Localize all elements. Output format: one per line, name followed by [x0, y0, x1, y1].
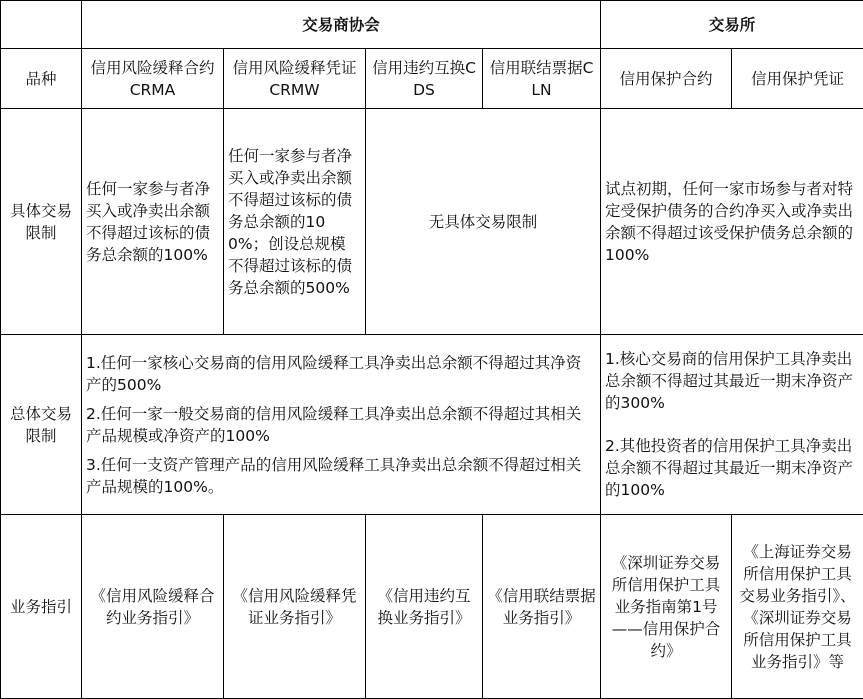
- guideline-row: [1, 515, 863, 699]
- total-limit-association: [82, 335, 601, 515]
- product-row: [1, 49, 863, 109]
- product-protection-certificate: 信用保护凭证: [732, 49, 863, 109]
- guideline-crma: 《信用风险缓释合约业务指引》: [82, 515, 224, 699]
- row-label-specific-limit: 具体交易限制: [1, 109, 82, 335]
- product-protection-contract: 信用保护合约: [601, 49, 732, 109]
- guideline-cln: 《信用联结票据业务指引》: [483, 515, 601, 699]
- guideline-cds: 《信用违约互换业务指引》: [366, 515, 483, 699]
- total-limit-association-item: 2.任何一家一般交易商的信用风险缓释工具净卖出总余额不得超过其相关产品规模或净资产的100%: [86, 404, 582, 445]
- total-limit-exchange-item: 1.核心交易商的信用保护工具净卖出总余额不得超过其最近一期末净资产的300%: [605, 350, 854, 412]
- total-limit-exchange: [601, 335, 863, 515]
- guideline-crmw: 《信用风险缓释凭证业务指引》: [224, 515, 366, 699]
- specific-limit-exchange: 试点初期，任何一家市场参与者对特定受保护债务的合约净买入或净卖出余额不得超过该受保护债务总余额的100%: [601, 109, 863, 335]
- total-limit-association-item: 1.任何一家核心交易商的信用风险缓释工具净卖出总余额不得超过其净资产的500%: [86, 353, 582, 394]
- row-label-guideline: 业务指引: [1, 515, 82, 699]
- product-cds: 信用违约互换CDS: [366, 49, 483, 109]
- product-crmw: 信用风险缓释凭证CRMW: [224, 49, 366, 109]
- total-limit-exchange-item: 2.其他投资者的信用保护工具净卖出总余额不得超过其最近一期末净资产的100%: [605, 437, 854, 499]
- row-label-total-limit: 总体交易限制: [1, 335, 82, 515]
- guideline-protection-contract: 《深圳证券交易所信用保护工具业务指南第1号——信用保护合约》: [601, 515, 732, 699]
- specific-limit-cds-cln: 无具体交易限制: [366, 109, 601, 335]
- product-cln: 信用联结票据CLN: [483, 49, 601, 109]
- specific-limit-crmw: 任何一家参与者净买入或净卖出余额不得超过该标的债务总余额的100%；创设总规模不得超过该标的债务总余额的500%: [224, 109, 366, 335]
- header-row: [1, 1, 863, 49]
- group-header-exchange: 交易所: [601, 1, 863, 49]
- product-crma: 信用风险缓释合约CRMA: [82, 49, 224, 109]
- specific-limit-crma: 任何一家参与者净买入或净卖出余额不得超过该标的债务总余额的100%: [82, 109, 224, 335]
- total-limit-association-item: 3.任何一支资产管理产品的信用风险缓释工具净卖出总余额不得超过相关产品规模的100%。: [86, 455, 582, 496]
- row-label-product: 品种: [1, 49, 82, 109]
- group-header-association: 交易商协会: [82, 1, 601, 49]
- total-limit-row: [1, 335, 863, 515]
- specific-limit-row: [1, 109, 863, 335]
- corner-cell: [1, 1, 82, 49]
- guideline-protection-certificate: 《上海证券交易所信用保护工具交易业务指引》、《深圳证券交易所信用保护工具业务指引》等: [732, 515, 863, 699]
